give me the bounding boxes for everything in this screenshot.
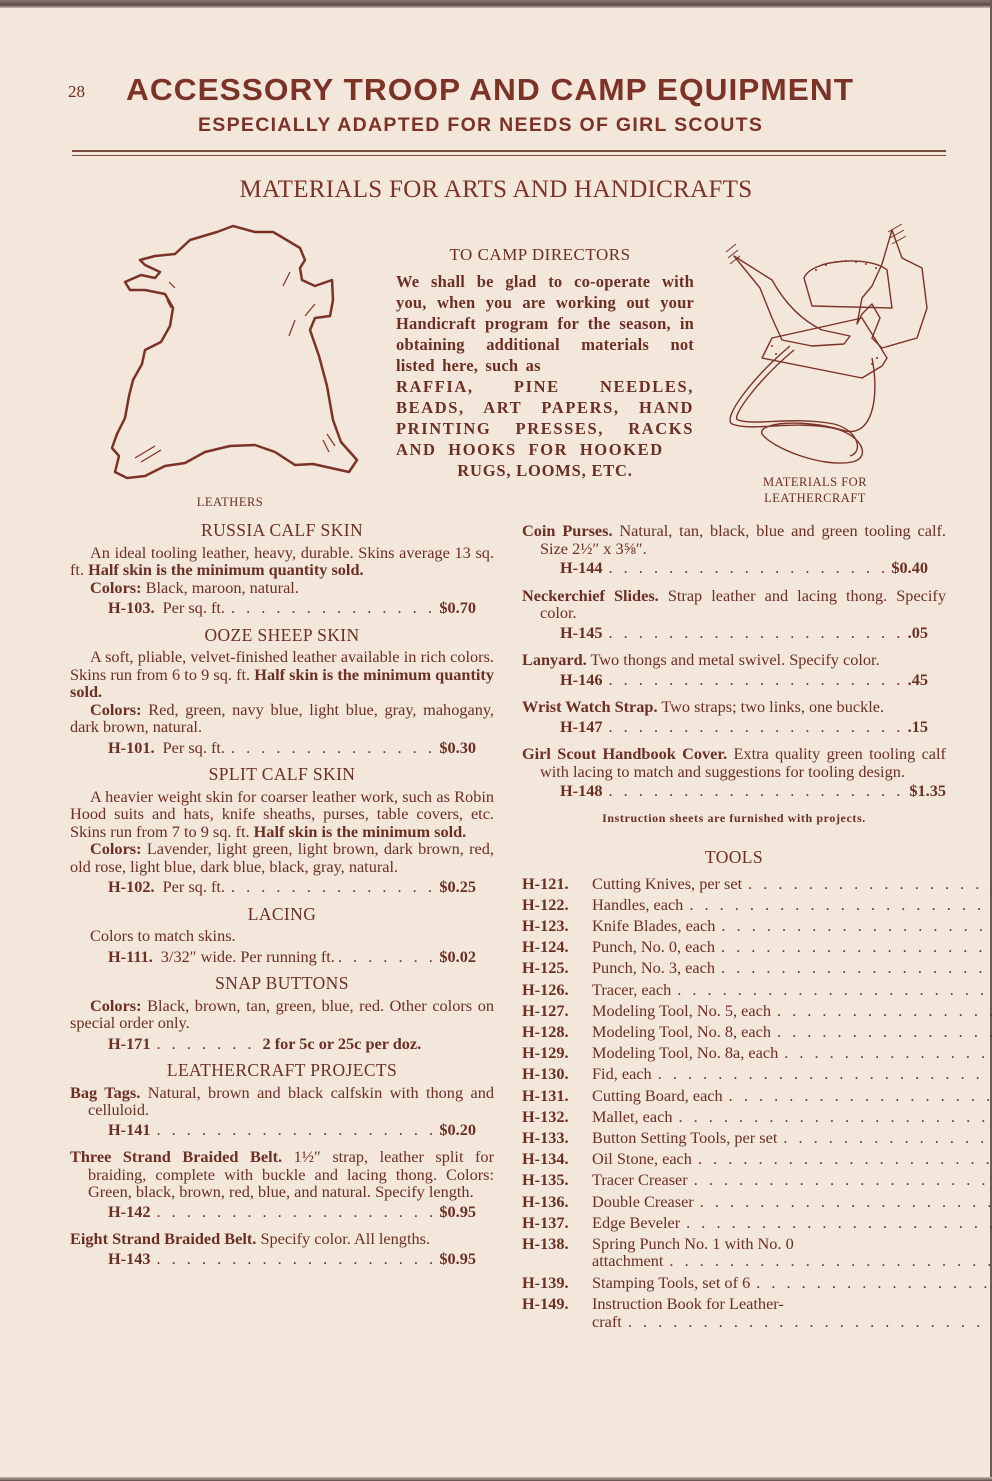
tool-row: [522, 1106, 946, 1127]
leader-dots: [603, 718, 908, 736]
leader-dots: [715, 915, 992, 936]
page-bottom-edge: [0, 1477, 992, 1481]
notice-materials-list: RAFFIA, PINE NEEDLES, BEADS, ART PAPERS, HAND PRINTING PRESSES, RACKS AND HOOKS FOR HOOKED: [396, 377, 694, 459]
tool-name: Cutting Board, each: [592, 1085, 723, 1105]
item-price: $0.25: [439, 877, 476, 896]
tool-row: [522, 1272, 946, 1293]
leader-dots: [778, 1042, 992, 1063]
tool-row: [522, 1235, 946, 1270]
item-price: 2 for 5c or 25c per doz.: [262, 1033, 422, 1053]
colors-label: Colors:: [90, 699, 142, 719]
project-details: Natural, brown and black calfskin with thong and celluloid.: [88, 1082, 495, 1119]
leader-dots: [777, 1127, 992, 1148]
snap-buttons-product: [70, 975, 494, 1052]
page-top-edge: [0, 0, 992, 8]
leader-dots: [692, 1148, 992, 1169]
tool-row: [522, 1000, 946, 1021]
leather-piece: [762, 318, 887, 378]
tool-row: [522, 873, 946, 894]
product-description: [70, 788, 494, 841]
price-row: [70, 1035, 494, 1053]
colors-values: Lavender, light green, light brown, dark brown, red, old rose, light blue, dark blue, black, gray, natural.: [70, 839, 494, 876]
project-description: [522, 587, 946, 622]
tool-code: H-124.: [522, 937, 569, 957]
tool-code: H-129.: [522, 1043, 569, 1063]
project-item: [70, 1230, 494, 1267]
tool-body: [592, 1021, 992, 1042]
leader-dots: [151, 1250, 440, 1268]
tool-row: [522, 957, 946, 978]
leader-dots: [672, 1106, 992, 1127]
tool-name: Modeling Tool, No. 8, each: [592, 1021, 771, 1041]
tool-name-continued-line: [592, 1313, 992, 1331]
notice-body: We shall be glad to co-operate with you, when you are working out your Handicraft program for the season, in obtaining additional materials not listed here, such as: [396, 272, 694, 375]
minimum-note: Half skin is the minimum quantity sold.: [70, 664, 494, 701]
project-item: [522, 745, 946, 800]
leader-dots: [603, 782, 910, 800]
tool-code: H-136.: [522, 1191, 569, 1211]
tool-code: H-127.: [522, 1000, 569, 1020]
item-price: $1.35: [909, 781, 946, 800]
tool-code: H-130.: [522, 1064, 569, 1084]
notice-materials-list-end: RUGS, LOOMS, ETC.: [457, 461, 633, 480]
project-details: Two thongs and metal swivel. Specify color.: [590, 650, 880, 669]
leader-dots: [151, 1121, 440, 1139]
project-description: [522, 745, 946, 780]
description-text: An ideal tooling leather, heavy, durable. Skins average 13 sq. ft.: [70, 542, 494, 579]
hide-outline: [112, 226, 357, 478]
tool-code: H-139.: [522, 1272, 569, 1292]
page-number: 28: [68, 82, 85, 101]
leathercraft-caption: [740, 474, 890, 506]
project-item: [70, 1148, 494, 1220]
product-title: SPLIT CALF SKIN: [208, 764, 356, 784]
item-price: $0.02: [439, 946, 476, 966]
product-description: Colors to match skins.: [90, 926, 236, 945]
tool-code: H-131.: [522, 1085, 569, 1105]
tool-body: [592, 1000, 992, 1021]
project-details: Two straps; two links, one buckle.: [661, 697, 885, 716]
leather-product: [70, 624, 494, 757]
price-row: [70, 1250, 494, 1268]
tool-name-continued: attachment: [592, 1251, 664, 1271]
tool-code: H-128.: [522, 1021, 569, 1041]
price-row: [70, 739, 494, 757]
project-description: [70, 1084, 494, 1119]
project-item: [70, 1084, 494, 1139]
tool-body: [592, 1106, 992, 1127]
tool-code: H-126.: [522, 979, 569, 999]
project-description: [522, 651, 946, 669]
tool-name: Double Creaser: [592, 1191, 694, 1211]
tool-row: [522, 1063, 946, 1084]
tool-body: [592, 1148, 992, 1169]
tool-name: Handles, each: [592, 894, 684, 914]
tool-name: Modeling Tool, No. 5, each: [592, 1000, 771, 1020]
leader-dots: [663, 1252, 992, 1270]
colors-label: Colors:: [90, 995, 142, 1015]
project-item: [522, 587, 946, 642]
item-code: H-143: [108, 1248, 151, 1268]
tool-row: [522, 979, 946, 1000]
tool-body: [592, 1212, 992, 1233]
tool-name-continued: craft: [592, 1311, 622, 1331]
colors-line: [70, 701, 494, 736]
leathercraft-hands-illustration: [712, 218, 937, 473]
right-hand: [857, 230, 927, 348]
project-description: [522, 698, 946, 716]
project-name: Three Strand Braided Belt.: [70, 1147, 283, 1166]
tool-row: [522, 1021, 946, 1042]
tool-body: [592, 1235, 992, 1270]
leader-dots: [680, 1212, 992, 1233]
project-details: Strap leather and lacing thong. Specify color.: [540, 585, 946, 622]
camp-directors-notice: [396, 244, 694, 481]
tool-body: [592, 957, 992, 978]
colors-line: [70, 840, 494, 875]
project-item: [522, 651, 946, 688]
tool-name: Instruction Book for Leather-: [592, 1294, 784, 1314]
tool-name: Cutting Knives, per set: [592, 873, 743, 893]
price-row: [70, 948, 494, 966]
lacing-thong: [730, 346, 875, 463]
product-title: SNAP BUTTONS: [215, 973, 349, 993]
leader-dots: [622, 1313, 992, 1331]
tool-code: H-122.: [522, 894, 569, 914]
leader-dots: [335, 948, 439, 966]
leader-dots: [225, 878, 439, 896]
project-description: [70, 1148, 494, 1201]
hatching: [726, 224, 906, 264]
leader-dots: [694, 1191, 992, 1212]
tool-row: [522, 1191, 946, 1212]
product-title: RUSSIA CALF SKIN: [201, 520, 363, 540]
item-price: .05: [907, 622, 928, 642]
tool-name: Edge Beveler: [592, 1212, 681, 1232]
product-title: OOZE SHEEP SKIN: [204, 624, 360, 645]
item-code: H-111.: [108, 946, 153, 966]
tool-code: H-133.: [522, 1127, 569, 1147]
item-price: $0.30: [439, 737, 476, 757]
page-subtitle: ESPECIALLY ADAPTED FOR NEEDS OF GIRL SCOUTS: [198, 114, 764, 136]
project-description: [522, 522, 946, 557]
item-code: H-141: [108, 1119, 151, 1139]
tool-row: [522, 1295, 946, 1330]
price-row: [522, 671, 946, 689]
leader-dots: [723, 1085, 992, 1106]
item-code: H-145: [560, 622, 603, 642]
leather-product: [70, 522, 494, 617]
item-unit: Per sq. ft.: [162, 737, 225, 757]
projects-title: LEATHERCRAFT PROJECTS: [166, 1060, 398, 1080]
item-price: $0.95: [439, 1201, 476, 1221]
project-name: Bag Tags.: [70, 1082, 141, 1102]
tool-row: [522, 1042, 946, 1063]
price-row: [522, 782, 946, 800]
colors-values: Black, maroon, natural.: [145, 577, 299, 597]
item-code: H-101.: [108, 737, 155, 757]
price-row: [522, 718, 946, 736]
leader-dots: [715, 936, 992, 957]
tool-name: Stamping Tools, set of 6: [592, 1272, 751, 1292]
leader-dots: [603, 671, 908, 689]
tool-row: [522, 1085, 946, 1106]
tool-name: Spring Punch No. 1 with No. 0: [592, 1233, 794, 1253]
price-row: [70, 599, 494, 617]
tool-name: Mallet, each: [592, 1106, 673, 1126]
leader-dots: [715, 957, 992, 978]
leader-dots: [771, 1000, 992, 1021]
lacing-product: [70, 903, 494, 966]
project-details: Specify color. All lengths.: [260, 1229, 431, 1248]
tool-body: [592, 1272, 992, 1293]
tool-name: Tracer Creaser: [592, 1170, 688, 1190]
leader-dots: [225, 739, 439, 757]
item-price: .15: [907, 716, 928, 736]
product-title: LACING: [247, 903, 317, 924]
tool-code: H-138.: [522, 1233, 569, 1253]
leader-dots: [151, 1203, 440, 1221]
tool-body: [592, 1063, 992, 1084]
tool-row: [522, 1169, 946, 1190]
price-row: [522, 559, 946, 577]
price-row: [70, 1121, 494, 1139]
tool-name: Punch, No. 0, each: [592, 937, 715, 957]
leader-dots: [652, 1063, 992, 1084]
leader-dots: [742, 873, 992, 894]
tool-name: Punch, No. 3, each: [592, 958, 715, 978]
leather-hide-illustration: [105, 220, 370, 490]
tool-row: [522, 915, 946, 936]
project-name: Lanyard.: [522, 650, 587, 669]
tool-code: H-125.: [522, 958, 569, 978]
price-row: [522, 624, 946, 642]
colors-values: Black, brown, tan, green, blue, red. Other colors on special order only.: [70, 995, 494, 1032]
tool-name: Tracer, each: [592, 979, 672, 999]
tool-body: [592, 1042, 992, 1063]
price-row: [70, 878, 494, 896]
colors-label: Colors:: [90, 839, 142, 858]
project-description: [70, 1230, 494, 1248]
item-code: H-146: [560, 669, 603, 689]
item-price: $0.40: [891, 558, 928, 577]
item-code: H-103.: [108, 598, 155, 617]
product-description: [70, 544, 494, 579]
item-unit: Per sq. ft.: [162, 598, 225, 617]
item-unit: 3/32″ wide. Per running ft.: [160, 946, 335, 966]
tool-code: H-149.: [522, 1294, 569, 1314]
page-title: ACCESSORY TROOP AND CAMP EQUIPMENT: [126, 72, 855, 107]
tool-name-continued-line: [592, 1252, 992, 1270]
tool-row: [522, 1148, 946, 1169]
price-row: [70, 1203, 494, 1221]
tool-name: Knife Blades, each: [592, 915, 716, 935]
tools-title: TOOLS: [704, 847, 764, 867]
tools-list: [522, 873, 946, 1331]
tool-code: H-135.: [522, 1170, 569, 1190]
minimum-note: Half skin is the minimum sold.: [253, 821, 467, 841]
leader-dots: [688, 1169, 992, 1190]
project-item: [522, 698, 946, 735]
item-code: H-102.: [108, 877, 155, 896]
tool-name: Modeling Tool, No. 8a, each: [592, 1043, 779, 1063]
colors-values: Red, green, navy blue, light blue, gray, mahogany, dark brown, natural.: [70, 699, 494, 736]
tool-body: [592, 1127, 992, 1148]
leathers-caption: LEATHERS: [196, 495, 264, 509]
tool-name: Fid, each: [592, 1064, 652, 1084]
tool-code: H-132.: [522, 1106, 569, 1126]
leader-dots: [603, 559, 892, 577]
project-item: [522, 522, 946, 577]
left-column: [70, 522, 494, 1277]
tool-body: [592, 936, 992, 957]
tool-code: H-134.: [522, 1149, 569, 1169]
product-description: [70, 648, 494, 701]
item-unit: Per sq. ft.: [162, 877, 225, 896]
tool-body: [592, 1169, 992, 1190]
item-code: H-171: [108, 1033, 151, 1053]
minimum-note: Half skin is the minimum quantity sold.: [88, 560, 364, 579]
colors-label: Colors:: [90, 577, 142, 597]
leader-dots: [750, 1272, 992, 1293]
header-divider: [72, 150, 946, 156]
tool-name: Oil Stone, each: [592, 1149, 692, 1169]
pouch-flap: [804, 261, 892, 308]
leader-dots: [603, 624, 908, 642]
hide-hatching: [135, 272, 335, 462]
leader-dots: [771, 1021, 992, 1042]
project-details: Extra quality green tooling calf with lacing to match and suggestions for tooling design.: [540, 744, 946, 781]
item-price: .45: [907, 669, 928, 689]
tool-body: [592, 915, 992, 936]
tool-body: [592, 1085, 992, 1106]
leader-dots: [671, 979, 992, 1000]
lacing-thong-inner: [737, 350, 858, 456]
right-column: [522, 522, 946, 1332]
tool-row: [522, 936, 946, 957]
project-name: Coin Purses.: [522, 521, 613, 540]
colors-line: [70, 997, 494, 1032]
tool-code: H-137.: [522, 1212, 569, 1232]
tool-row: [522, 1127, 946, 1148]
tool-body: [592, 1191, 992, 1212]
instruction-note: Instruction sheets are furnished with projects.: [602, 810, 866, 825]
project-name: Eight Strand Braided Belt.: [70, 1229, 257, 1248]
tool-body: [592, 894, 992, 915]
item-price: $0.20: [439, 1119, 476, 1139]
project-name: Neckerchief Slides.: [522, 585, 659, 605]
project-name: Wrist Watch Strap.: [522, 697, 658, 716]
description-text: A heavier weight skin for coarser leather work, such as Robin Hood suits and hats, knife sheaths, purses, table covers, etc. Skins run from 7 to 9 sq. ft.: [70, 786, 494, 841]
caption-line-1: MATERIALS FOR: [762, 475, 868, 489]
item-price: $0.95: [439, 1248, 476, 1268]
project-details: 1½″ strap, leather split for braiding, complete with buckle and lacing thong. Colors: Green, black, brown, red, blue, and natural. Specify length.: [88, 1147, 494, 1201]
leader-dots: [225, 599, 439, 617]
tool-body: [592, 1295, 992, 1330]
item-price: $0.70: [439, 598, 476, 617]
item-code: H-147: [560, 716, 603, 736]
leader-dots: [151, 1035, 263, 1053]
colors-line: [70, 579, 494, 597]
leader-dots: [683, 894, 992, 915]
tool-code: H-123.: [522, 915, 569, 935]
project-name: Girl Scout Handbook Cover.: [522, 744, 728, 763]
description-text: A soft, pliable, velvet-finished leather available in rich colors. Skins run from 6 to 9 sq. ft.: [70, 647, 494, 684]
tool-body: [592, 873, 992, 894]
leather-product: [70, 766, 494, 896]
notice-title: TO CAMP DIRECTORS: [449, 245, 631, 264]
project-details: Natural, tan, black, blue and green tooling calf. Size 2½″ x 3⅝″.: [540, 521, 946, 558]
caption-line-2: LEATHERCRAFT: [764, 491, 866, 505]
item-code: H-142: [108, 1201, 151, 1221]
left-hand: [734, 256, 850, 346]
item-code: H-148: [560, 781, 603, 800]
section-title: MATERIALS FOR ARTS AND HANDICRAFTS: [239, 176, 753, 203]
tool-row: [522, 1212, 946, 1233]
item-code: H-144: [560, 558, 603, 577]
tool-body: [592, 979, 992, 1000]
tool-code: H-121.: [522, 873, 569, 893]
tool-name: Button Setting Tools, per set: [592, 1127, 778, 1147]
tool-row: [522, 894, 946, 915]
